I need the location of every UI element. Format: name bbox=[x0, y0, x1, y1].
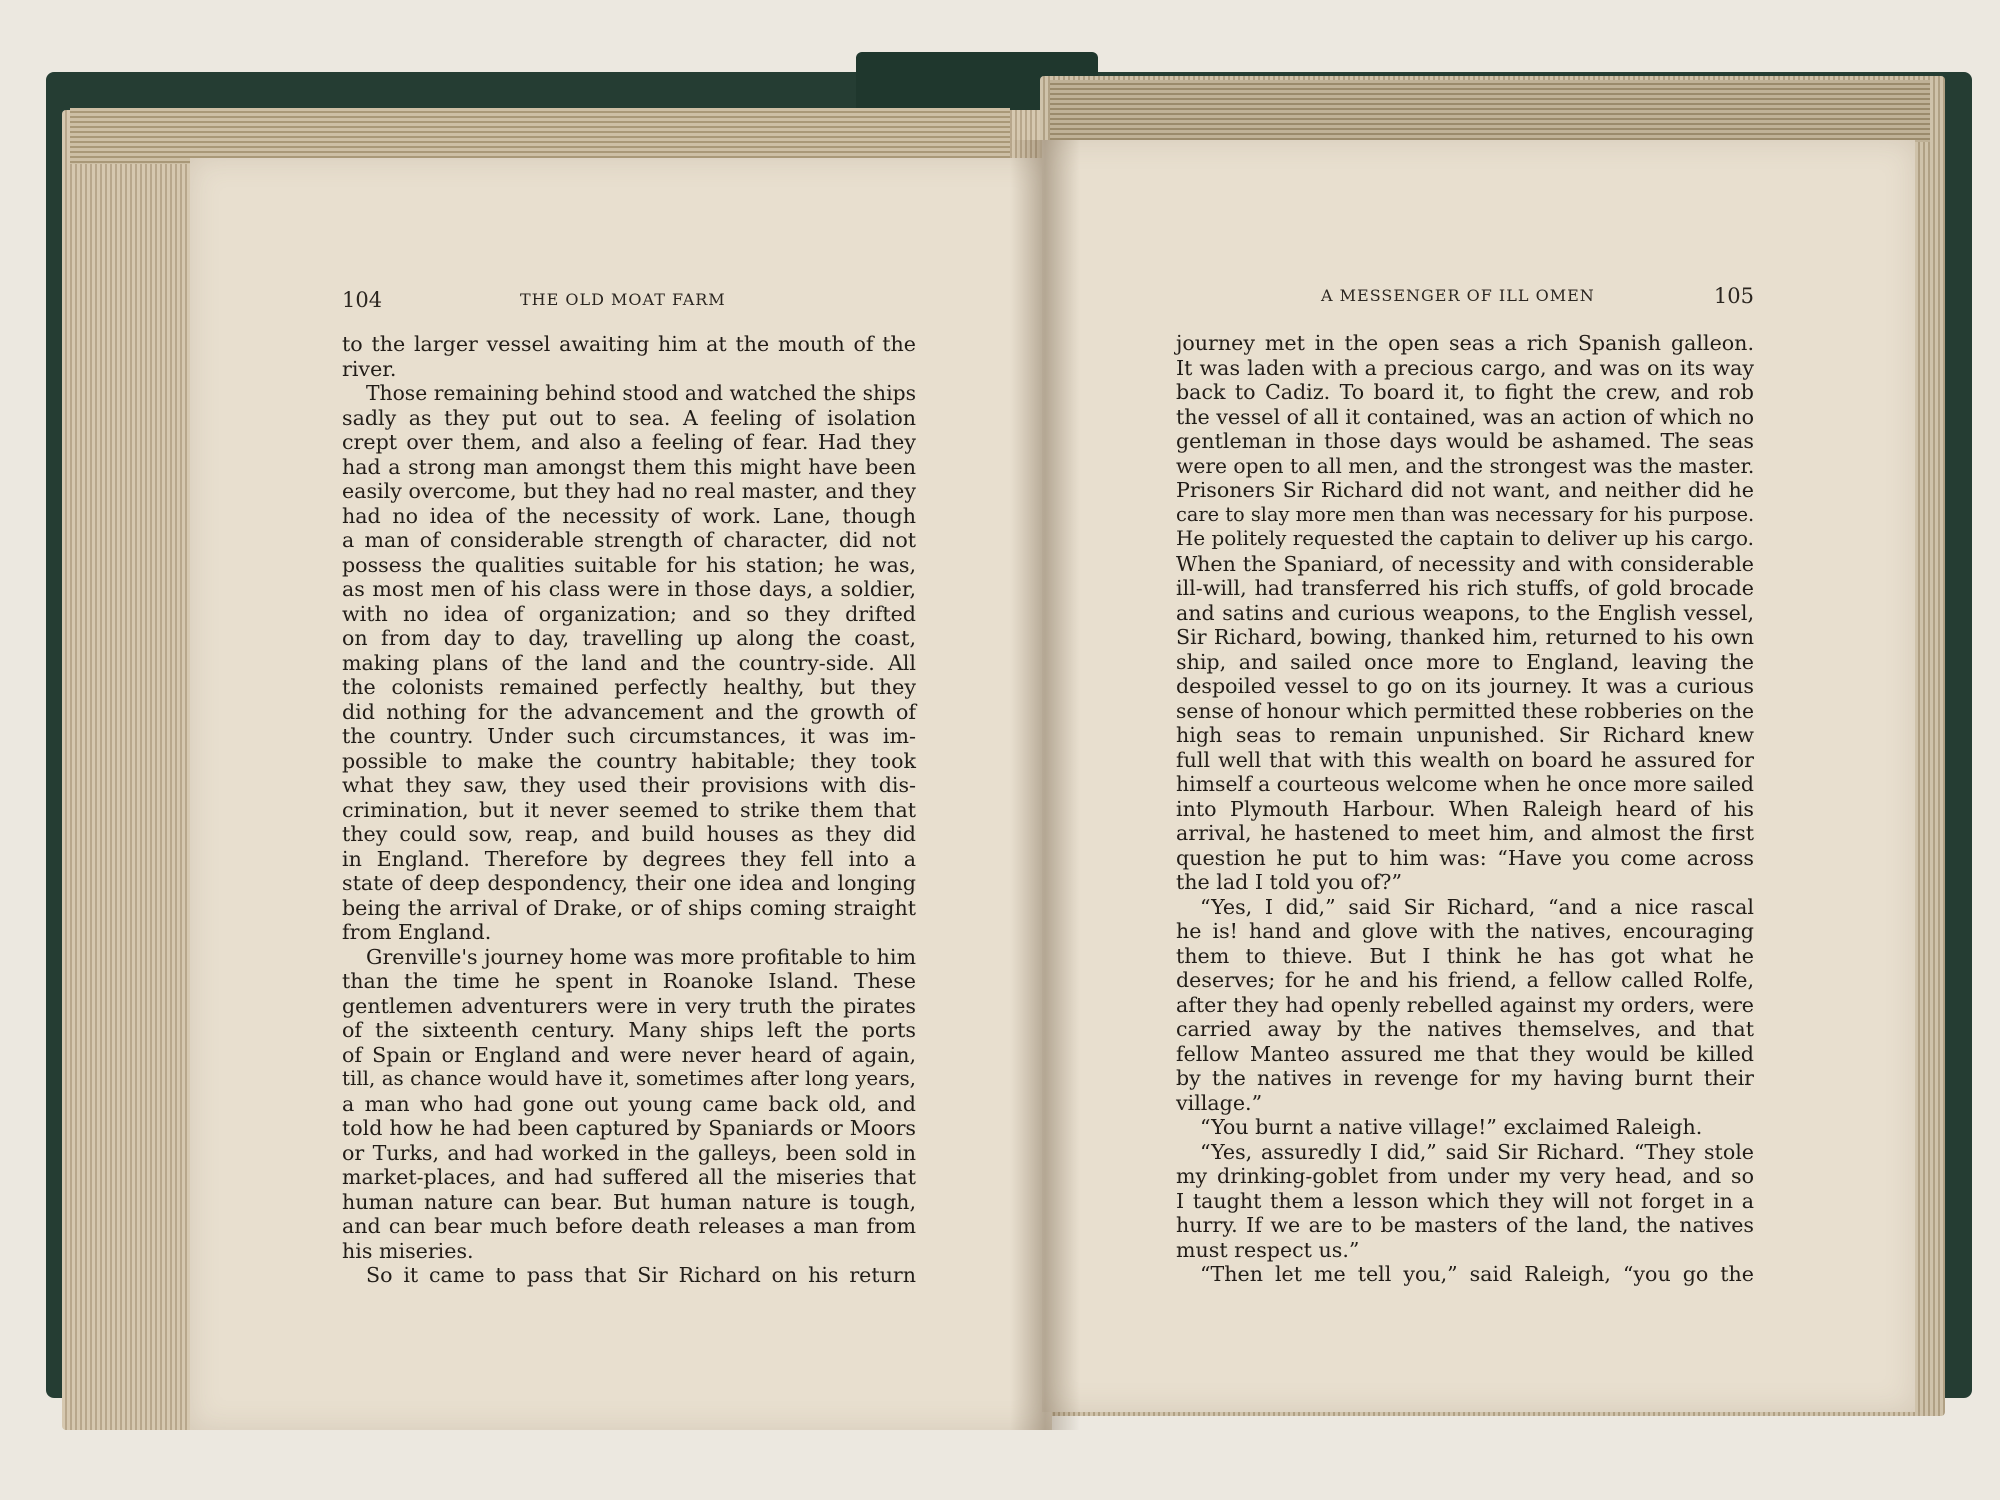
text-line: fellow Manteo assured me that they would be killed bbox=[1176, 1041, 1754, 1066]
text-line: they could sow, reap, and build houses as they did bbox=[342, 822, 916, 846]
text-line: deserves; for he and his friend, a fellow called Rolfe, bbox=[1176, 968, 1754, 992]
text-line: despoiled vessel to go on its journey. It was a curious bbox=[1176, 674, 1754, 698]
text-line: arrival, he hastened to meet him, and almost the first bbox=[1176, 821, 1754, 845]
text-line: carried away by the natives themselves, and that bbox=[1176, 1017, 1754, 1041]
text-line: Grenville's journey home was more profitable to him bbox=[366, 944, 916, 969]
right-page-text bbox=[1176, 331, 1754, 1287]
left-page-text bbox=[342, 332, 916, 1288]
left-page-header bbox=[342, 288, 918, 318]
text-line: them to thieve. But I think he has got what he bbox=[1176, 943, 1754, 968]
text-line: So it came to pass that Sir Richard on his return bbox=[366, 1263, 916, 1287]
text-line: possible to make the country habitable; they took bbox=[342, 748, 916, 773]
text-line: himself a courteous welcome when he once more sailed bbox=[1176, 772, 1754, 796]
text-line: When the Spaniard, of necessity and with considerable bbox=[1176, 551, 1754, 576]
text-line: crept over them, and also a feeling of fear. Had they bbox=[342, 430, 916, 454]
text-line: market-places, and had suffered all the miseries that bbox=[342, 1165, 916, 1189]
text-line: must respect us.” bbox=[1176, 1237, 1360, 1262]
text-line: village.” bbox=[1176, 1090, 1263, 1115]
text-line: river. bbox=[342, 356, 397, 381]
left-running-title: THE OLD MOAT FARM bbox=[520, 290, 726, 309]
text-line: in England. Therefore by degrees they fell into a bbox=[342, 846, 916, 871]
text-line: It was laden with a precious cargo, and was on its way bbox=[1176, 355, 1754, 380]
left-page-number: 104 bbox=[342, 288, 383, 312]
text-line: Prisoners Sir Richard did not want, and neither did he bbox=[1176, 478, 1754, 502]
text-line: as most men of his class were in those days, a soldier, bbox=[342, 577, 916, 601]
text-line: Those remaining behind stood and watched the ships bbox=[366, 381, 916, 405]
text-line: the lad I told you of?” bbox=[1176, 870, 1402, 894]
text-line: human nature can bear. But human nature is tough, bbox=[342, 1189, 916, 1214]
right-page-number: 105 bbox=[1713, 284, 1754, 308]
text-line: “You burnt a native village!” exclaimed Raleigh. bbox=[1200, 1115, 1703, 1139]
text-line: from England. bbox=[342, 920, 492, 944]
text-line: than the time he spent in Roanoke Island. These bbox=[342, 969, 916, 993]
text-line: gentleman in those days would be ashamed. The seas bbox=[1176, 429, 1754, 453]
text-line: Sir Richard, bowing, thanked him, returned to his own bbox=[1176, 625, 1754, 649]
text-line: making plans of the land and the country-side. All bbox=[342, 650, 916, 675]
text-line: high seas to remain unpunished. Sir Richard knew bbox=[1176, 723, 1754, 747]
text-line: were open to all men, and the strongest was the master. bbox=[1176, 453, 1755, 478]
text-line: journey met in the open seas a rich Spanish galleon. bbox=[1176, 331, 1754, 355]
text-line: to the larger vessel awaiting him at the mouth of the bbox=[342, 332, 916, 356]
text-line: “Then let me tell you,” said Raleigh, “you go the bbox=[1200, 1262, 1754, 1286]
text-line: back to Cadiz. To board it, to fight the crew, and rob bbox=[1176, 380, 1754, 404]
text-line: easily overcome, but they had no real master, and they bbox=[342, 479, 916, 503]
text-line: being the arrival of Drake, or of ships coming straight bbox=[342, 895, 916, 920]
text-line: the country. Under such circumstances, it was im- bbox=[342, 724, 916, 748]
text-line: had a strong man amongst them this might have been bbox=[342, 454, 916, 479]
right-page-header bbox=[1176, 284, 1754, 314]
right-page-top-edges bbox=[1050, 80, 1930, 142]
text-line: possess the qualities suitable for his station; he was, bbox=[342, 552, 916, 577]
text-line: He politely requested the captain to deliver up his cargo. bbox=[1176, 527, 1754, 550]
text-line: and satins and curious weapons, to the English vessel, bbox=[1176, 600, 1754, 625]
text-line: state of deep despondency, their one idea and longing bbox=[342, 871, 916, 895]
text-line: after they had openly rebelled against my orders, were bbox=[1176, 992, 1754, 1017]
text-line: by the natives in revenge for my having burnt their bbox=[1176, 1066, 1754, 1090]
text-line: he is! hand and glove with the natives, encouraging bbox=[1176, 919, 1754, 943]
text-line: full well that with this wealth on board he assured for bbox=[1176, 747, 1754, 772]
text-line: the vessel of all it contained, was an action of which no bbox=[1176, 404, 1754, 429]
text-line: care to slay more men than was necessary for his purpose. bbox=[1176, 502, 1755, 526]
text-line: his miseries. bbox=[342, 1238, 474, 1263]
text-line: ill-will, had transferred his rich stuffs, of gold brocade bbox=[1176, 576, 1754, 600]
text-line: of Spain or England and were never heard of again, bbox=[342, 1042, 916, 1067]
text-line: “Yes, I did,” said Sir Richard, “and a nice rascal bbox=[1200, 894, 1754, 919]
text-line: crimination, but it never seemed to strike them that bbox=[342, 797, 916, 822]
text-line: a man who had gone out young came back old, and bbox=[342, 1091, 916, 1116]
text-line: “Yes, assuredly I did,” said Sir Richard. “They stole bbox=[1200, 1139, 1754, 1164]
text-line: did nothing for the advancement and the growth of bbox=[342, 699, 916, 724]
text-line: hurry. If we are to be masters of the land, the natives bbox=[1176, 1213, 1754, 1237]
text-line: into Plymouth Harbour. When Raleigh heard of his bbox=[1176, 796, 1754, 821]
text-line: had no idea of the necessity of work. Lane, though bbox=[342, 503, 916, 528]
text-line: question he put to him was: “Have you come across bbox=[1176, 845, 1754, 870]
text-line: what they saw, they used their provisions with dis- bbox=[342, 773, 916, 797]
text-line: I taught them a lesson which they will not forget in a bbox=[1176, 1188, 1754, 1213]
text-line: my drinking-goblet from under my very head, and so bbox=[1176, 1164, 1754, 1188]
text-line: the colonists remained perfectly healthy, but they bbox=[342, 675, 916, 699]
text-line: sadly as they put out to sea. A feeling of isolation bbox=[342, 405, 916, 430]
text-line: with no idea of organization; and so they drifted bbox=[342, 601, 916, 626]
text-line: gentlemen adventurers were in very truth the pirates bbox=[342, 993, 916, 1018]
text-line: on from day to day, travelling up along the coast, bbox=[342, 626, 916, 650]
text-line: ship, and sailed once more to England, leaving the bbox=[1176, 649, 1754, 674]
text-line: till, as chance would have it, sometimes after long years, bbox=[342, 1067, 916, 1090]
text-line: told how he had been captured by Spaniards or Moors bbox=[342, 1116, 916, 1140]
book-gutter bbox=[1010, 140, 1080, 1430]
text-line: sense of honour which permitted these robberies on the bbox=[1176, 698, 1754, 723]
text-line: a man of considerable strength of character, did not bbox=[342, 528, 916, 552]
left-page-top-edges bbox=[70, 108, 1010, 164]
text-line: or Turks, and had worked in the galleys, been sold in bbox=[342, 1140, 916, 1165]
text-line: of the sixteenth century. Many ships left the ports bbox=[342, 1018, 916, 1042]
text-line: and can bear much before death releases a man from bbox=[342, 1214, 916, 1238]
right-running-title: A MESSENGER OF ILL OMEN bbox=[1321, 286, 1595, 305]
